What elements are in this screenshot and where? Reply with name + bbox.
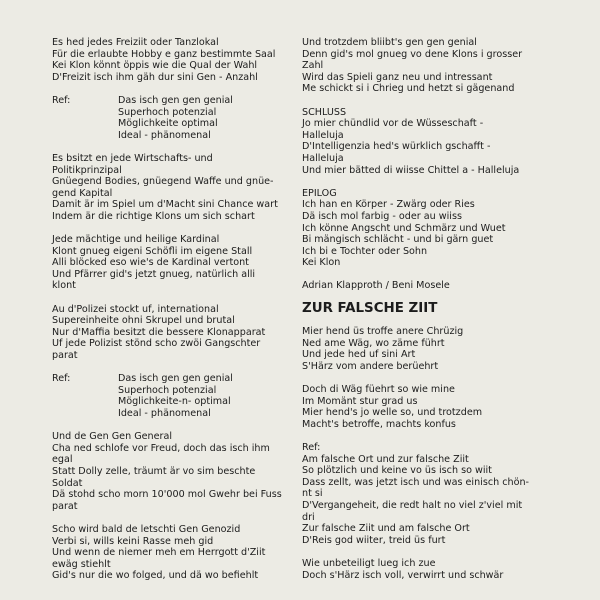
verse	[302, 37, 557, 95]
refrain-label: Ref:	[52, 94, 71, 106]
refrain-label: Ref:	[52, 373, 71, 385]
lyric-line: Möglichkeite-n- optimal	[118, 396, 231, 408]
lyric-line: Mier hend's jo welle so, und trotzdem	[302, 407, 483, 419]
lyric-line: D'Reis god wiiter, treid üs furt	[302, 534, 446, 546]
lyric-line: Dä isch mol farbig - oder au wiiss	[302, 210, 462, 222]
lyric-line: Halleluja	[302, 152, 344, 164]
lyric-line: Statt Dolly zelle, träumt är vo sim beschte	[52, 465, 256, 477]
lyric-line: Superhoch potenzial	[118, 106, 217, 118]
verse	[52, 234, 290, 292]
lyric-line: Es bsitzt en jede Wirtschafts- und	[52, 152, 213, 164]
lyric-line: Ich bi e Tochter oder Sohn	[302, 245, 428, 257]
lyric-line: Klont gnueg eigeni Schöfli im eigene Stall	[52, 245, 253, 257]
verse	[302, 326, 557, 372]
lyric-line: Am falsche Ort und zur falsche Ziit	[302, 453, 469, 465]
lyric-line: Alli blöcked eso wie's de Kardinal vertont	[52, 257, 249, 269]
lyric-line: Gnüegend Bodies, gnüegend Waffe und gnüe-	[52, 176, 274, 188]
lyric-line: Wie unbeteiligt lueg ich zue	[302, 557, 436, 569]
verse	[52, 37, 290, 83]
lyric-line: Für die erlaubte Hobby e ganz bestimmte Saal	[52, 48, 276, 60]
lyric-line: Mier hend üs troffe anere Chrüzig	[302, 326, 464, 338]
lyric-line: Damit är im Spiel um d'Macht sini Chance wart	[52, 199, 278, 211]
lyric-line: Denn gid's mol gnueg vo dene Klons i grosser	[302, 48, 523, 60]
lyric-line: Nur d'Maffia besitzt die bessere Klonapparat	[52, 326, 266, 338]
lyric-line: nt si	[302, 488, 323, 500]
verse	[302, 384, 557, 430]
lyric-line: Kei Klon	[302, 257, 341, 269]
verse	[52, 153, 290, 223]
lyric-line: Und Pfärrer gid's jetzt gnueg, natürlich alli	[52, 268, 256, 280]
lyric-line: Ideal - phänomenal	[118, 408, 211, 419]
lyric-line: S'Härz vom andere berüehrt	[302, 360, 439, 372]
lyric-line: Im Momänt stur grad us	[302, 395, 418, 407]
lyric-line: Ned ame Wäg, wo zäme führt	[302, 337, 445, 349]
lyric-line: Das isch gen gen genial	[118, 94, 233, 106]
lyric-line: gend Kapital	[52, 187, 113, 199]
schluss-section	[302, 107, 557, 177]
lyric-line: Und de Gen Gen General	[52, 431, 173, 443]
section-heading-epilog: EPILOG	[302, 187, 337, 199]
refrain	[302, 442, 557, 546]
lyric-line: Und mier bätted di wiisse Chittel a - Halleluja	[302, 164, 520, 176]
left-column	[52, 37, 290, 582]
lyric-line: Au d'Polizei stockt uf, international	[52, 303, 219, 315]
lyric-line: Supereinheite ohni Skrupel und brutal	[52, 315, 235, 327]
lyric-line: parat	[52, 500, 78, 512]
lyric-line: parat	[52, 350, 78, 362]
song-credits: Adrian Klapproth / Beni Mosele	[302, 280, 450, 292]
epilog-section	[302, 188, 557, 269]
lyric-line: Dä stohd scho morn 10'000 mol Gwehr bei Fuss	[52, 489, 282, 501]
lyric-line: Doch di Wäg füehrt so wie mine	[302, 384, 455, 396]
lyric-line: klont	[52, 280, 76, 292]
lyric-line: Jede mächtige und heilige Kardinal	[52, 234, 220, 246]
song-title: ZUR FALSCHE ZIIT	[302, 301, 438, 317]
lyric-line: Scho wird bald de letschti Gen Genozid	[52, 523, 241, 535]
lyric-line: Indem är die richtige Klons um sich schart	[52, 210, 255, 222]
lyric-line: Dass zellt, was jetzt isch und was einisch chön-	[302, 476, 530, 488]
lyric-line: Wird das Spieli ganz neu und intressant	[302, 71, 493, 83]
lyric-line: Uf jede Polizist stönd scho zwöi Gangschter	[52, 338, 261, 350]
lyric-line: Kei Klon könnt öppis wie die Qual der Wahl	[52, 60, 258, 72]
lyric-line: ewäg stiehlt	[52, 558, 111, 570]
lyric-line: Und wenn de niemer meh em Herrgott d'Ziit	[52, 547, 266, 559]
lyric-line: Cha ned schlofe vor Freud, doch das isch ihm	[52, 442, 270, 454]
lyric-line: Politikprinzipal	[52, 164, 122, 176]
lyric-line: Ich han en Körper - Zwärg oder Ries	[302, 199, 475, 211]
lyric-line: Soldat	[52, 477, 83, 489]
section-heading-schluss: SCHLUSS	[302, 106, 347, 118]
verse	[52, 524, 290, 582]
lyric-line: Das isch gen gen genial	[118, 373, 233, 385]
refrain	[52, 95, 290, 141]
lyric-line: Und jede hed uf sini Art	[302, 349, 416, 361]
lyric-line: dri	[302, 511, 315, 523]
lyric-line: Und trotzdem bliibt's gen gen genial	[302, 37, 477, 48]
right-column	[302, 37, 557, 581]
refrain-label: Ref:	[302, 442, 321, 453]
lyric-line: Superhoch potenzial	[118, 384, 217, 396]
lyric-line: Ich könne Angscht und Schmärz und Wuet	[302, 222, 506, 234]
lyric-line: Halleluja	[302, 129, 344, 141]
lyric-line: D'Freizit isch ihm gäh dur sini Gen - Anzahl	[52, 71, 258, 83]
lyric-line: Verbi si, wills keini Rasse meh gid	[52, 535, 214, 547]
refrain	[52, 373, 290, 419]
verse	[302, 558, 557, 581]
lyric-line: Möglichkeite optimal	[118, 118, 218, 130]
lyric-line: Ideal - phänomenal	[118, 129, 211, 141]
lyric-line: So plötzlich und keine vo üs isch so wiit	[302, 465, 492, 477]
lyric-line: Me schickt si i Chrieg und hetzt si gägenand	[302, 83, 515, 95]
lyric-line: D'Intelligenzia hed's würklich gschafft -	[302, 141, 491, 153]
lyric-line: Jo mier chündlid vor de Wüsseschaft -	[302, 118, 484, 130]
lyric-line: Zahl	[302, 60, 324, 72]
lyric-line: Gid's nur die wo folged, und dä wo befiehlt	[52, 570, 259, 582]
lyric-line: Macht's betroffe, machts konfus	[302, 418, 456, 430]
lyric-line: Es hed jedes Freiziit oder Tanzlokal	[52, 37, 219, 48]
lyric-line: Doch s'Härz isch voll, verwirrt und schwär	[302, 569, 504, 581]
verse	[52, 431, 290, 512]
lyric-line: Zur falsche Ziit und am falsche Ort	[302, 523, 470, 535]
lyric-line: Bi mängisch schlächt - und bi gärn guet	[302, 234, 494, 246]
lyric-line: D'Vergangeheit, die redt halt no viel z'viel mit	[302, 499, 523, 511]
lyric-line: egal	[52, 454, 73, 466]
verse	[52, 304, 290, 362]
